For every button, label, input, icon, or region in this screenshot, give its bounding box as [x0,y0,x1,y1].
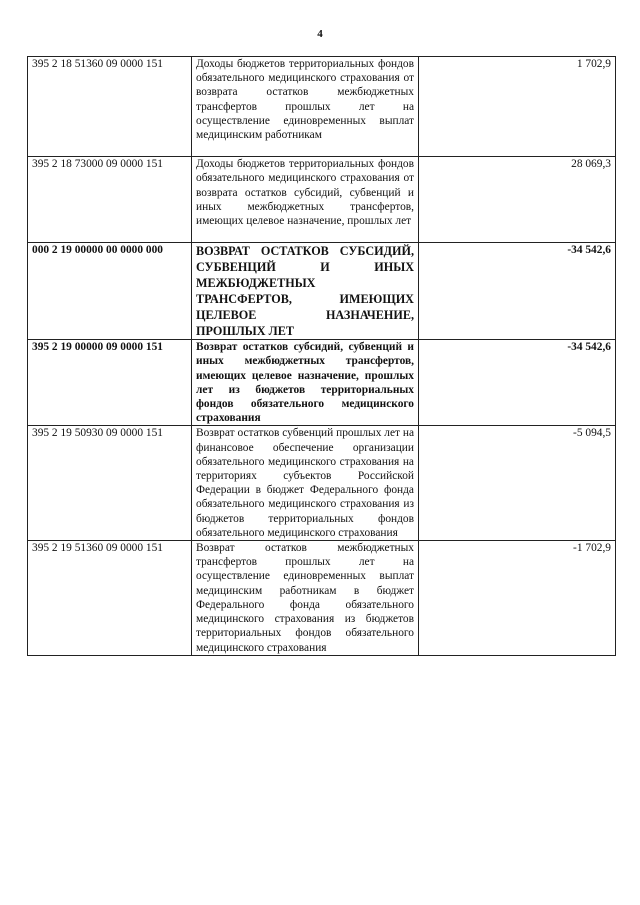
amount-cell: 28 069,3 [419,157,616,243]
description-cell: ВОЗВРАТ ОСТАТКОВ СУБСИДИЙ, СУБВЕНЦИЙ И ИНЫХ МЕЖБЮДЖЕТНЫХ ТРАНСФЕРТОВ, ИМЕЮЩИХ ЦЕЛЕВОЕ НАЗНАЧЕНИЕ, ПРОШЛЫХ ЛЕТ [192,243,419,340]
description-cell: Возврат остатков субсидий, субвенций и иных межбюджетных трансфертов, имеющих целевое назначение, прошлых лет из бюджетов территориальных фондов обязательного медицинского страхования [192,340,419,426]
budget-code-cell: 395 2 19 00000 09 0000 151 [28,340,192,426]
amount-cell: -1 702,9 [419,541,616,656]
description-text: Доходы бюджетов территориальных фондов обязательного медицинского страхования от возврата остатков межбюджетных трансфертов прошлых лет на осуществление единовременных выплат медицинским работникам [196,58,414,142]
budget-revenue-table [27,56,616,656]
description-cell: Возврат остатков субвенций прошлых лет на финансовое обеспечение организации обязательного медицинского страхования на территориях субъектов Российской Федерации в бюджет Федерального фонда обязательного медицинского страхования из бюджетов территориальных фондов обязательного медицинского страхования [192,426,419,541]
description-text: Доходы бюджетов территориальных фондов обязательного медицинского страхования от возврата остатков субсидий, субвенций и иных межбюджетных трансфертов, имеющих целевое назначение, прошлых лет [196,158,414,228]
table-row [28,243,616,340]
table-row [28,157,616,243]
budget-code-cell: 395 2 19 50930 09 0000 151 [28,426,192,541]
description-cell [192,57,419,157]
table-row [28,541,616,656]
budget-code-cell: 000 2 19 00000 00 0000 000 [28,243,192,340]
table-row [28,340,616,426]
amount-cell: -34 542,6 [419,340,616,426]
budget-code-cell: 395 2 19 51360 09 0000 151 [28,541,192,656]
budget-code-cell: 395 2 18 73000 09 0000 151 [28,157,192,243]
amount-cell: -34 542,6 [419,243,616,340]
amount-cell: -5 094,5 [419,426,616,541]
budget-code-cell: 395 2 18 51360 09 0000 151 [28,57,192,157]
description-cell: Возврат остатков межбюджетных трансфертов прошлых лет на осуществление единовременных выплат медицинским работникам в бюджет Федерального фонда обязательного медицинского страхования из бюджетов территориальных фондов обязательного медицинского страхования [192,541,419,656]
amount-cell: 1 702,9 [419,57,616,157]
table-row [28,57,616,157]
description-cell [192,157,419,243]
table-row [28,426,616,541]
page-number: 4 [317,28,323,40]
